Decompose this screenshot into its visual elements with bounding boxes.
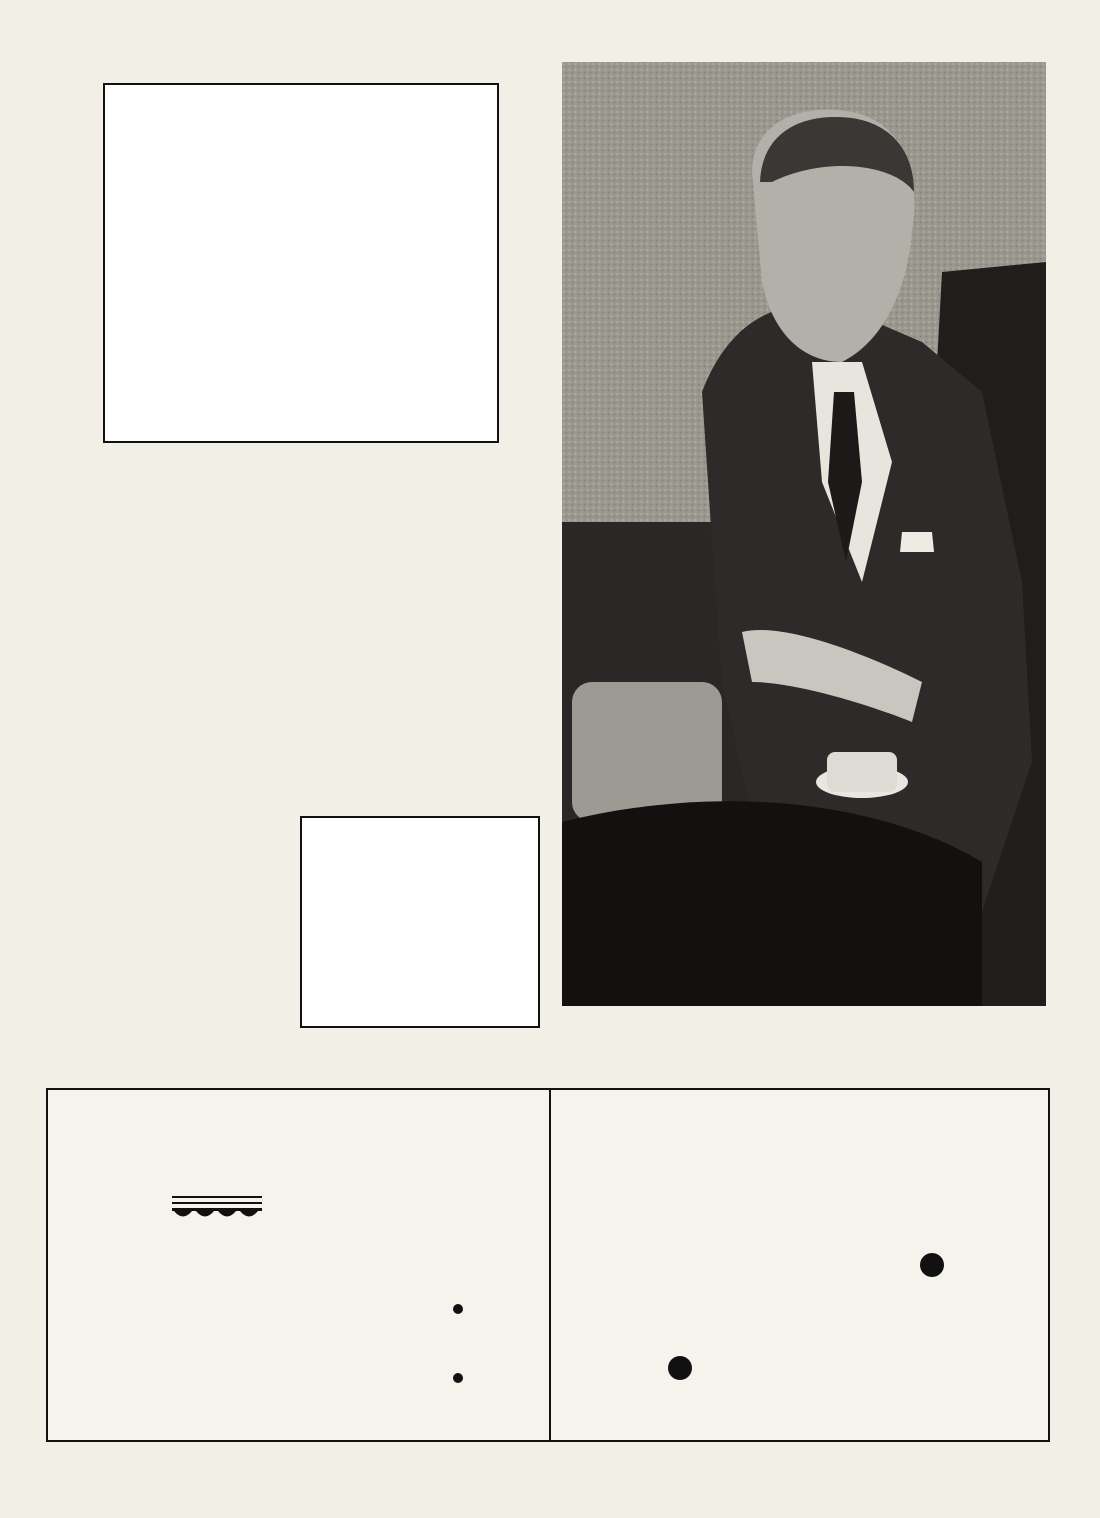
horizontais-section (52, 504, 282, 519)
photo-menzies (562, 62, 1046, 1006)
photo-illustration (562, 62, 1046, 1006)
tabacaria-logo-icon (172, 1196, 262, 1224)
solution-grid (300, 816, 540, 1028)
bullet-icon (920, 1253, 944, 1277)
bullet-icon (668, 1356, 692, 1380)
bullet-icon (453, 1304, 463, 1314)
advertisement-divider (549, 1088, 551, 1442)
crossword-grid (103, 83, 499, 443)
advertisement-frame (46, 1088, 1050, 1442)
bullet-icon (453, 1373, 463, 1383)
